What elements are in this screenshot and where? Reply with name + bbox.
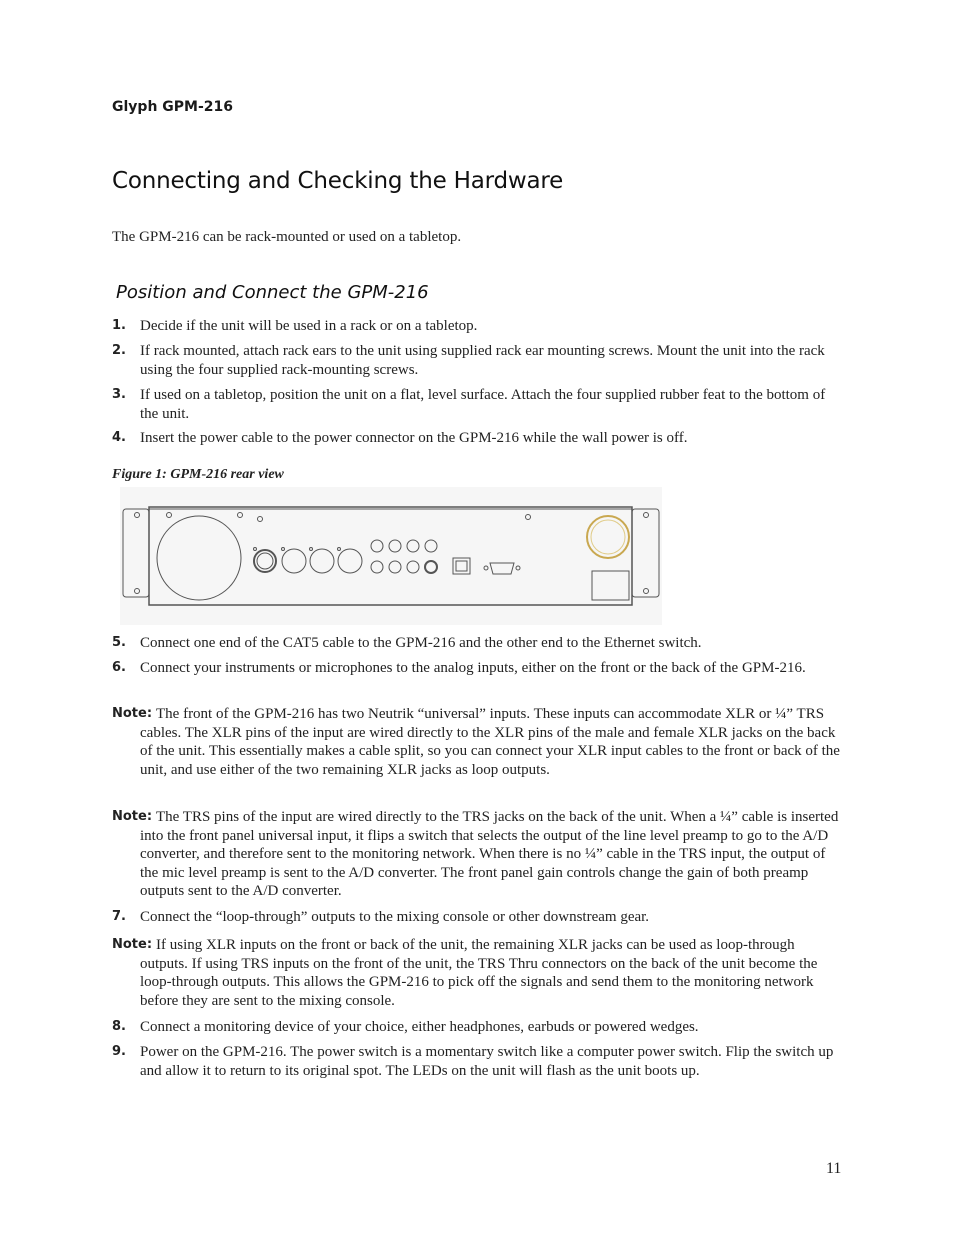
note-label: Note: bbox=[112, 937, 153, 952]
step-text: Power on the GPM-216. The power switch is a momentary switch like a computer power switch. Flip the switch up and allow it to return to its original spot. The LEDs on the unit will flash as the unit boots up. bbox=[140, 1044, 834, 1079]
step-text: Connect a monitoring device of your choice, either headphones, earbuds or powered wedges. bbox=[140, 1019, 699, 1035]
page-number: 11 bbox=[826, 1160, 842, 1177]
step-text: Decide if the unit will be used in a rack or on a tabletop. bbox=[140, 318, 478, 334]
step-number: 6. bbox=[112, 660, 126, 675]
step-text: If rack mounted, attach rack ears to the unit using supplied rack ear mounting screws. Mount the unit into the rack using the four supplied rack-mounting screws. bbox=[140, 343, 825, 378]
step-item bbox=[112, 659, 842, 678]
note bbox=[112, 808, 842, 901]
step-text: If used on a tabletop, position the unit on a flat, level surface. Attach the four supplied rubber feat to the bottom of the unit. bbox=[140, 387, 826, 422]
note bbox=[112, 936, 842, 1010]
step-item bbox=[112, 1018, 842, 1037]
note-label: Note: bbox=[112, 809, 153, 824]
section-title: Connecting and Checking the Hardware bbox=[112, 168, 564, 194]
step-number: 4. bbox=[112, 430, 126, 445]
rear-panel-figure bbox=[120, 487, 662, 625]
step-number: 8. bbox=[112, 1019, 126, 1034]
running-header: Glyph GPM-216 bbox=[112, 99, 233, 115]
section-intro: The GPM-216 can be rack-mounted or used on a tabletop. bbox=[112, 229, 462, 245]
step-item bbox=[112, 317, 842, 336]
step-item bbox=[112, 634, 842, 653]
note-label: Note: bbox=[112, 706, 153, 721]
subsection-title: Position and Connect the GPM-216 bbox=[116, 282, 429, 303]
step-number: 3. bbox=[112, 387, 126, 402]
step-item bbox=[112, 1043, 842, 1080]
note bbox=[112, 705, 842, 779]
step-text: Connect the “loop-through” outputs to the mixing console or other downstream gear. bbox=[140, 909, 650, 925]
step-number: 9. bbox=[112, 1044, 126, 1059]
step-number: 2. bbox=[112, 343, 126, 358]
step-item bbox=[112, 342, 842, 379]
step-text: Connect your instruments or microphones to the analog inputs, either on the front or the back of the GPM-216. bbox=[140, 660, 806, 676]
step-number: 7. bbox=[112, 909, 126, 924]
step-text: Connect one end of the CAT5 cable to the GPM-216 and the other end to the Ethernet switch. bbox=[140, 635, 702, 651]
note-text: The TRS pins of the input are wired directly to the TRS jacks on the back of the unit. When a ¼” cable is inserted into the front panel universal input, it flips a switch that selects the output of the line level preamp to go to the A/D converter, and therefore sent to the monitoring network. When there is no ¼” cable in the TRS input, the output of the mic level preamp is sent to the A/D converter. The front panel gain controls change the gain of both preamp outputs sent to the A/D converter. bbox=[140, 809, 839, 900]
step-text: Insert the power cable to the power connector on the GPM-216 while the wall power is off. bbox=[140, 430, 688, 446]
step-number: 1. bbox=[112, 318, 126, 333]
step-item bbox=[112, 429, 842, 448]
step-item bbox=[112, 908, 842, 927]
note-text: The front of the GPM-216 has two Neutrik “universal” inputs. These inputs can accommodate XLR or ¼” TRS cables. The XLR pins of the input are wired directly to the XLR pins of the male and female XLR jacks on the back of the unit. This essentially makes a cable split, so you can connect your XLR input cables to the front or back of the unit, and use either of the two remaining XLR jacks as loop outputs. bbox=[140, 706, 840, 778]
step-item bbox=[112, 386, 842, 423]
step-number: 5. bbox=[112, 635, 126, 650]
figure-caption: Figure 1: GPM-216 rear view bbox=[112, 467, 284, 482]
note-text: If using XLR inputs on the front or back of the unit, the remaining XLR jacks can be used as loop-through outputs. If using TRS inputs on the front of the unit, the TRS Thru connectors on the back of the unit become the loop-through outputs. This allows the GPM-216 to pick off the signals and send them to the monitoring network before they are sent to the mixing console. bbox=[140, 937, 818, 1009]
